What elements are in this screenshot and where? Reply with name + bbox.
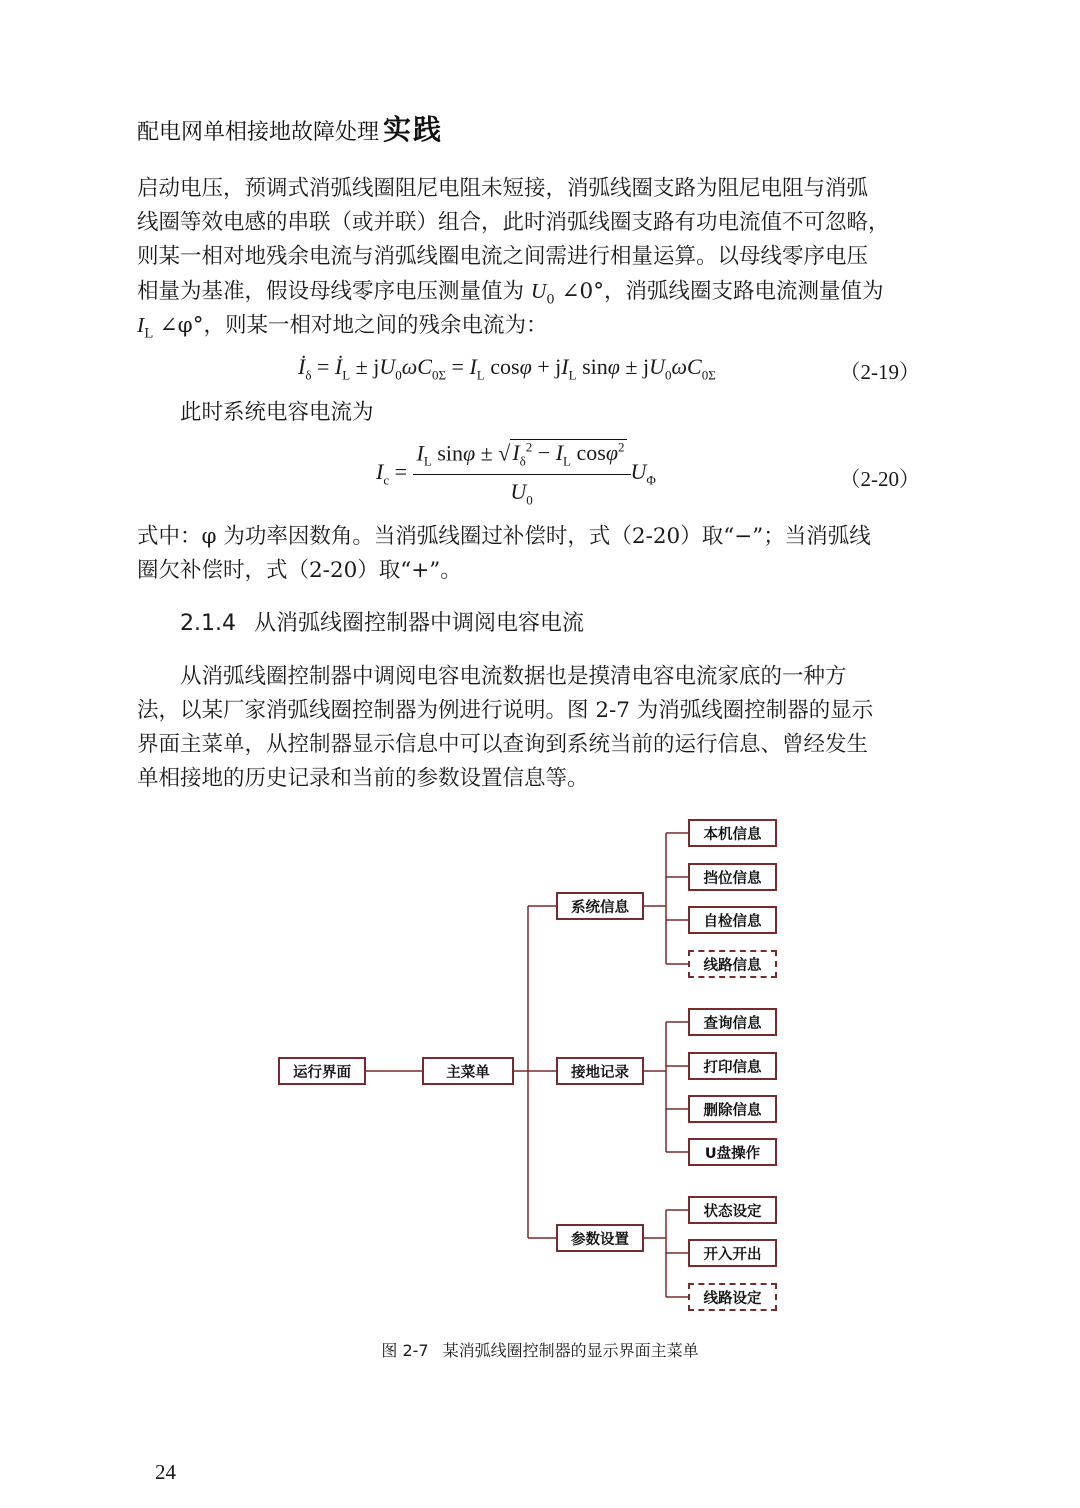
box-line-setting: 线路设定 [688, 1283, 777, 1311]
caption-number: 图 2-7 [381, 1341, 429, 1360]
box-ground-record: 接地记录 [556, 1057, 644, 1085]
figure-caption [0, 1338, 1080, 1361]
box-io-setting: 开入开出 [688, 1239, 777, 1267]
caption-text: 某消弧线圈控制器的显示界面主菜单 [442, 1341, 699, 1360]
page-number: 24 [155, 1460, 176, 1484]
para1-line-4: 相量为基准，假设母线零序电压测量值为 $U_0$ ∠0°，消弧线圈支路电流测量值为 [137, 279, 884, 308]
eq-number-2-20: （2-20） [839, 467, 920, 491]
eq20-fraction: $\frac{I_L \sin\varphi \pm √I_\delta^2 - I_L \cos\varphi^2}{U_0}$ [413, 440, 631, 508]
box-run-interface: 运行界面 [278, 1057, 366, 1085]
box-delete-info: 删除信息 [688, 1095, 777, 1123]
box-tap-info: 挡位信息 [688, 863, 777, 891]
para1-line-2: 线圈等效电感的串联（或并联）组合，此时消弧线圈支路有功电流值不可忽略， [137, 210, 890, 235]
para1-line-3: 则某一相对地残余电流与消弧线圈电流之间需进行相量运算。以母线零序电压 [137, 244, 869, 269]
box-line-info: 线路信息 [688, 950, 777, 978]
para1-line-1: 启动电压，预调式消弧线圈阻尼电阻未短接，消弧线圈支路为阻尼电阻与消弧 [137, 176, 869, 201]
box-usb-operation: U盘操作 [688, 1138, 777, 1166]
header-title: 配电网单相接地故障处理 [137, 120, 380, 145]
paragraph-4: 从消弧线圈控制器中调阅电容电流数据也是摸清电容电流家底的一种方 法，以某厂家消弧线圈控制器为例进行说明。图 2-7 为消弧线圈控制器的显示 界面主菜单，从控制器显示信息中可以查询到系统当前的运行信息、曾经发生 单相接地的历史记录和当前的参数设置信息等。 [137, 664, 874, 791]
paragraph-3: 式中：φ 为功率因数角。当消弧线圈过补偿时，式（2-20）取“−”；当消弧线 圈欠补偿时，式（2-20）取“+”。 [137, 524, 871, 583]
box-selfcheck-info: 自检信息 [688, 906, 777, 934]
box-main-menu: 主菜单 [422, 1057, 514, 1085]
box-query-info: 查询信息 [688, 1008, 777, 1036]
section-title: 从消弧线圈控制器中调阅电容电流 [253, 611, 584, 636]
eq-number-2-19: （2-19） [839, 360, 920, 384]
box-print-info: 打印信息 [688, 1052, 777, 1080]
paragraph-2: 此时系统电容电流为 [180, 400, 374, 425]
equation-2-19: $İ_\delta$ = $İ_L \pm jU_0\omega C_{0\Sigma} = I_L$ $\cos\varphi + jI_L$ $\sin\varphi \pm jU_0\omega C_{0\Sigma}$ [298, 354, 716, 383]
header-emphasis: 实践 [383, 113, 444, 146]
equation-2-20: $I_c$ = $\frac{I_L \sin\varphi \pm √I_\delta^2 - I_L \cos\varphi^2}{U_0}$ $U_\Phi$ [376, 440, 656, 508]
para1-line-5: $I_L$ ∠φ°，则某一相对地之间的残余电流为： [137, 313, 548, 342]
section-number: 2.1.4 [180, 611, 236, 636]
box-param-settings: 参数设置 [556, 1224, 644, 1252]
box-system-info: 系统信息 [556, 892, 644, 920]
box-local-info: 本机信息 [688, 819, 777, 847]
box-state-setting: 状态设定 [688, 1196, 777, 1224]
